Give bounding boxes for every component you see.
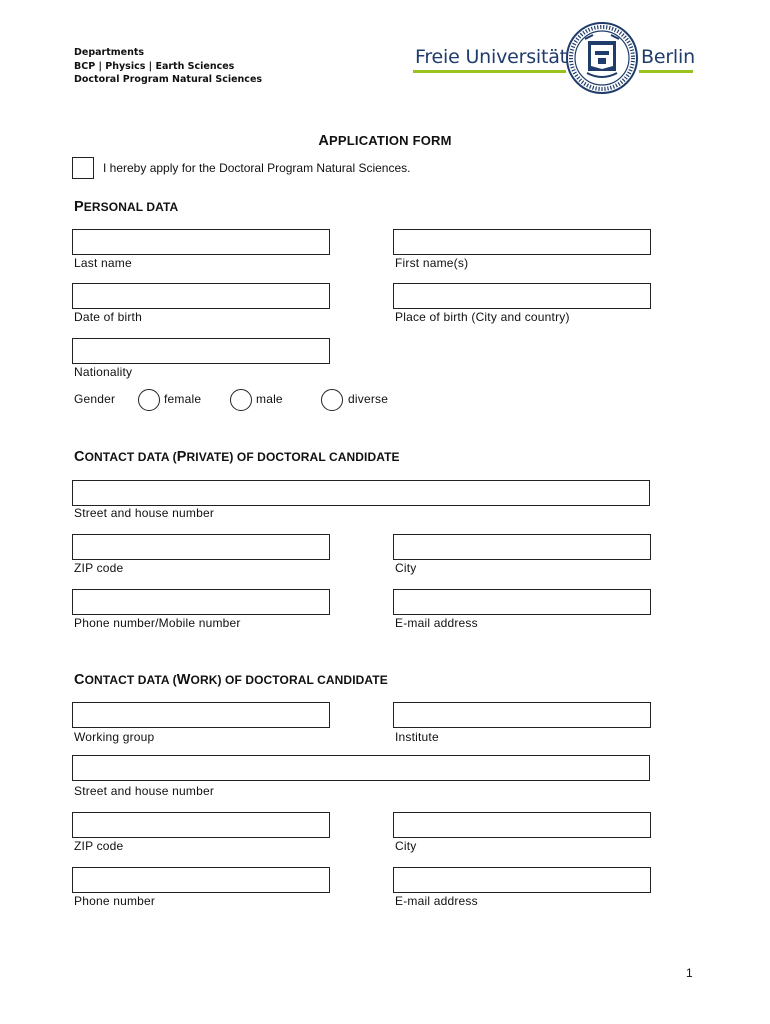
work-email-input[interactable] [393, 867, 651, 893]
private-street-input[interactable] [72, 480, 650, 506]
work-phone-input[interactable] [72, 867, 330, 893]
last-name-label: Last name [74, 256, 132, 270]
gender-male-radio[interactable] [230, 389, 252, 411]
departments-line-2: BCP | Physics | Earth Sciences [74, 60, 235, 72]
place-of-birth-label: Place of birth (City and country) [395, 310, 570, 324]
logo-accent-bar-right [639, 70, 693, 73]
gender-male-label: male [256, 392, 283, 406]
place-of-birth-input[interactable] [393, 283, 651, 309]
institute-label: Institute [395, 730, 439, 744]
logo-text-left: Freie Universität [415, 46, 567, 68]
university-seal-icon [565, 21, 639, 95]
personal-data-heading: PERSONAL DATA [74, 199, 179, 215]
page-number: 1 [686, 966, 693, 980]
institute-input[interactable] [393, 702, 651, 728]
logo-text-right: Berlin [641, 46, 695, 68]
gender-female-radio[interactable] [138, 389, 160, 411]
work-street-label: Street and house number [74, 784, 215, 798]
private-contact-heading: CONTACT DATA (PRIVATE) OF DOCTORAL CANDIDATE [74, 449, 400, 465]
date-of-birth-input[interactable] [72, 283, 330, 309]
private-phone-label: Phone number/Mobile number [74, 616, 241, 630]
university-logo [413, 20, 698, 96]
work-contact-heading: CONTACT DATA (WORK) OF DOCTORAL CANDIDATE [74, 672, 388, 688]
private-city-input[interactable] [393, 534, 651, 560]
nationality-input[interactable] [72, 338, 330, 364]
first-name-input[interactable] [393, 229, 651, 255]
apply-statement: I hereby apply for the Doctoral Program Natural Sciences. [103, 161, 411, 175]
gender-female-label: female [164, 392, 202, 406]
private-email-label: E-mail address [395, 616, 478, 630]
apply-checkbox[interactable] [72, 157, 94, 179]
work-city-input[interactable] [393, 812, 651, 838]
work-zip-input[interactable] [72, 812, 330, 838]
private-city-label: City [395, 561, 417, 575]
gender-label: Gender [74, 392, 116, 406]
work-street-input[interactable] [72, 755, 650, 781]
working-group-label: Working group [74, 730, 155, 744]
gender-diverse-label: diverse [348, 392, 389, 406]
departments-line-1: Departments [74, 47, 145, 58]
form-title: APPLICATION FORM [318, 133, 452, 149]
date-of-birth-label: Date of birth [74, 310, 142, 324]
departments-block [74, 46, 262, 87]
gender-diverse-radio[interactable] [321, 389, 343, 411]
work-city-label: City [395, 839, 417, 853]
working-group-input[interactable] [72, 702, 330, 728]
private-street-label: Street and house number [74, 506, 215, 520]
work-email-label: E-mail address [395, 894, 478, 908]
logo-accent-bar-left [413, 70, 566, 73]
last-name-input[interactable] [72, 229, 330, 255]
private-phone-input[interactable] [72, 589, 330, 615]
departments-line-3: Doctoral Program Natural Sciences [74, 74, 263, 85]
private-email-input[interactable] [393, 589, 651, 615]
private-zip-input[interactable] [72, 534, 330, 560]
private-zip-label: ZIP code [74, 561, 124, 575]
work-zip-label: ZIP code [74, 839, 124, 853]
work-phone-label: Phone number [74, 894, 156, 908]
first-name-label: First name(s) [395, 256, 469, 270]
nationality-label: Nationality [74, 365, 133, 379]
